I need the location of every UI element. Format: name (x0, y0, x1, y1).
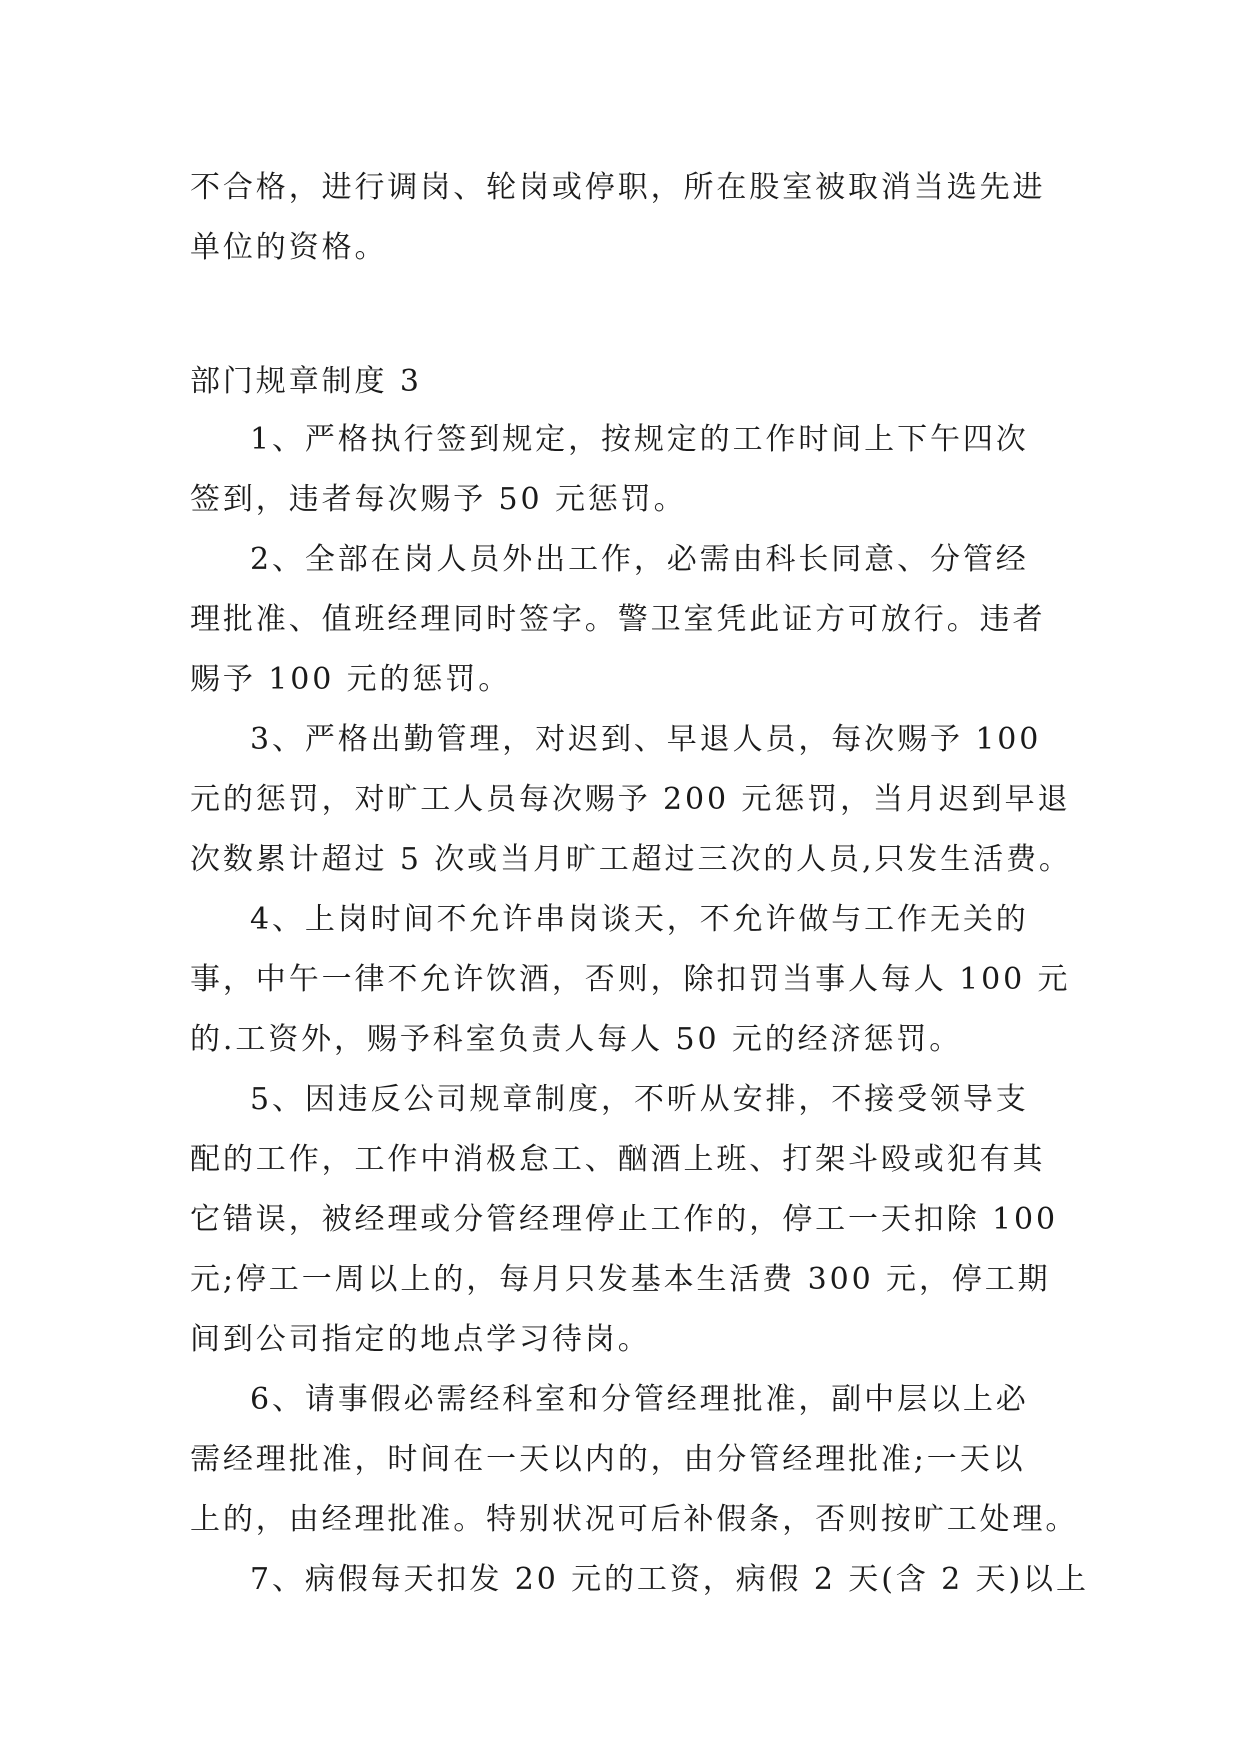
rule-7-line: 7、病假每天扣发 20 元的工资，病假 2 天(含 2 天)以上 (250, 1562, 1089, 1597)
rule-3-line: 3、严格出勤管理，对迟到、早退人员，每次赐予 100 (250, 722, 1042, 757)
intro-line: 单位的资格。 (190, 230, 388, 265)
rule-5-line: 配的工作，工作中消极怠工、酗酒上班、打架斗殴或犯有其 (190, 1142, 1046, 1177)
rule-2-line: 赐予 100 元的惩罚。 (190, 662, 512, 697)
rule-5-line: 间到公司指定的地点学习待岗。 (190, 1322, 651, 1357)
rule-4-line: 4、上岗时间不允许串岗谈天，不允许做与工作无关的 (250, 902, 1029, 937)
rule-5-line: 它错误，被经理或分管经理停止工作的，停工一天扣除 100 (190, 1202, 1058, 1237)
paragraph-gap (190, 278, 1052, 354)
section-title: 部门规章制度 3 (190, 364, 422, 399)
rule-6-line: 6、请事假必需经科室和分管经理批准，副中层以上必 (250, 1382, 1029, 1417)
rule-6-line: 需经理批准，时间在一天以内的，由分管经理批准;一天以 (190, 1442, 1026, 1477)
rule-4-line: 事，中午一律不允许饮酒，否则，除扣罚当事人每人 100 元 (190, 962, 1071, 997)
document-page (190, 158, 1089, 1610)
rule-1-line: 签到，违者每次赐予 50 元惩罚。 (190, 482, 687, 517)
rule-1-line: 1、严格执行签到规定，按规定的工作时间上下午四次 (250, 422, 1029, 457)
rule-2-line: 理批准、值班经理同时签字。警卫室凭此证方可放行。违者 (190, 602, 1046, 637)
rule-5-line: 5、因违反公司规章制度，不听从安排，不接受领导支 (250, 1082, 1029, 1117)
rule-2-line: 2、全部在岗人员外出工作，必需由科长同意、分管经 (250, 542, 1029, 577)
rule-5-line: 元;停工一周以上的，每月只发基本生活费 300 元，停工期 (190, 1262, 1051, 1297)
intro-line: 不合格，进行调岗、轮岗或停职，所在股室被取消当选先进 (190, 170, 1046, 205)
rule-3-line: 次数累计超过 5 次或当月旷工超过三次的人员,只发生活费。 (190, 842, 1072, 877)
rule-3-line: 元的惩罚，对旷工人员每次赐予 200 元惩罚，当月迟到早退 (190, 782, 1071, 817)
rule-6-line: 上的，由经理批准。特别状况可后补假条，否则按旷工处理。 (190, 1502, 1079, 1537)
rule-4-line: 的.工资外，赐予科室负责人每人 50 元的经济惩罚。 (190, 1022, 963, 1057)
